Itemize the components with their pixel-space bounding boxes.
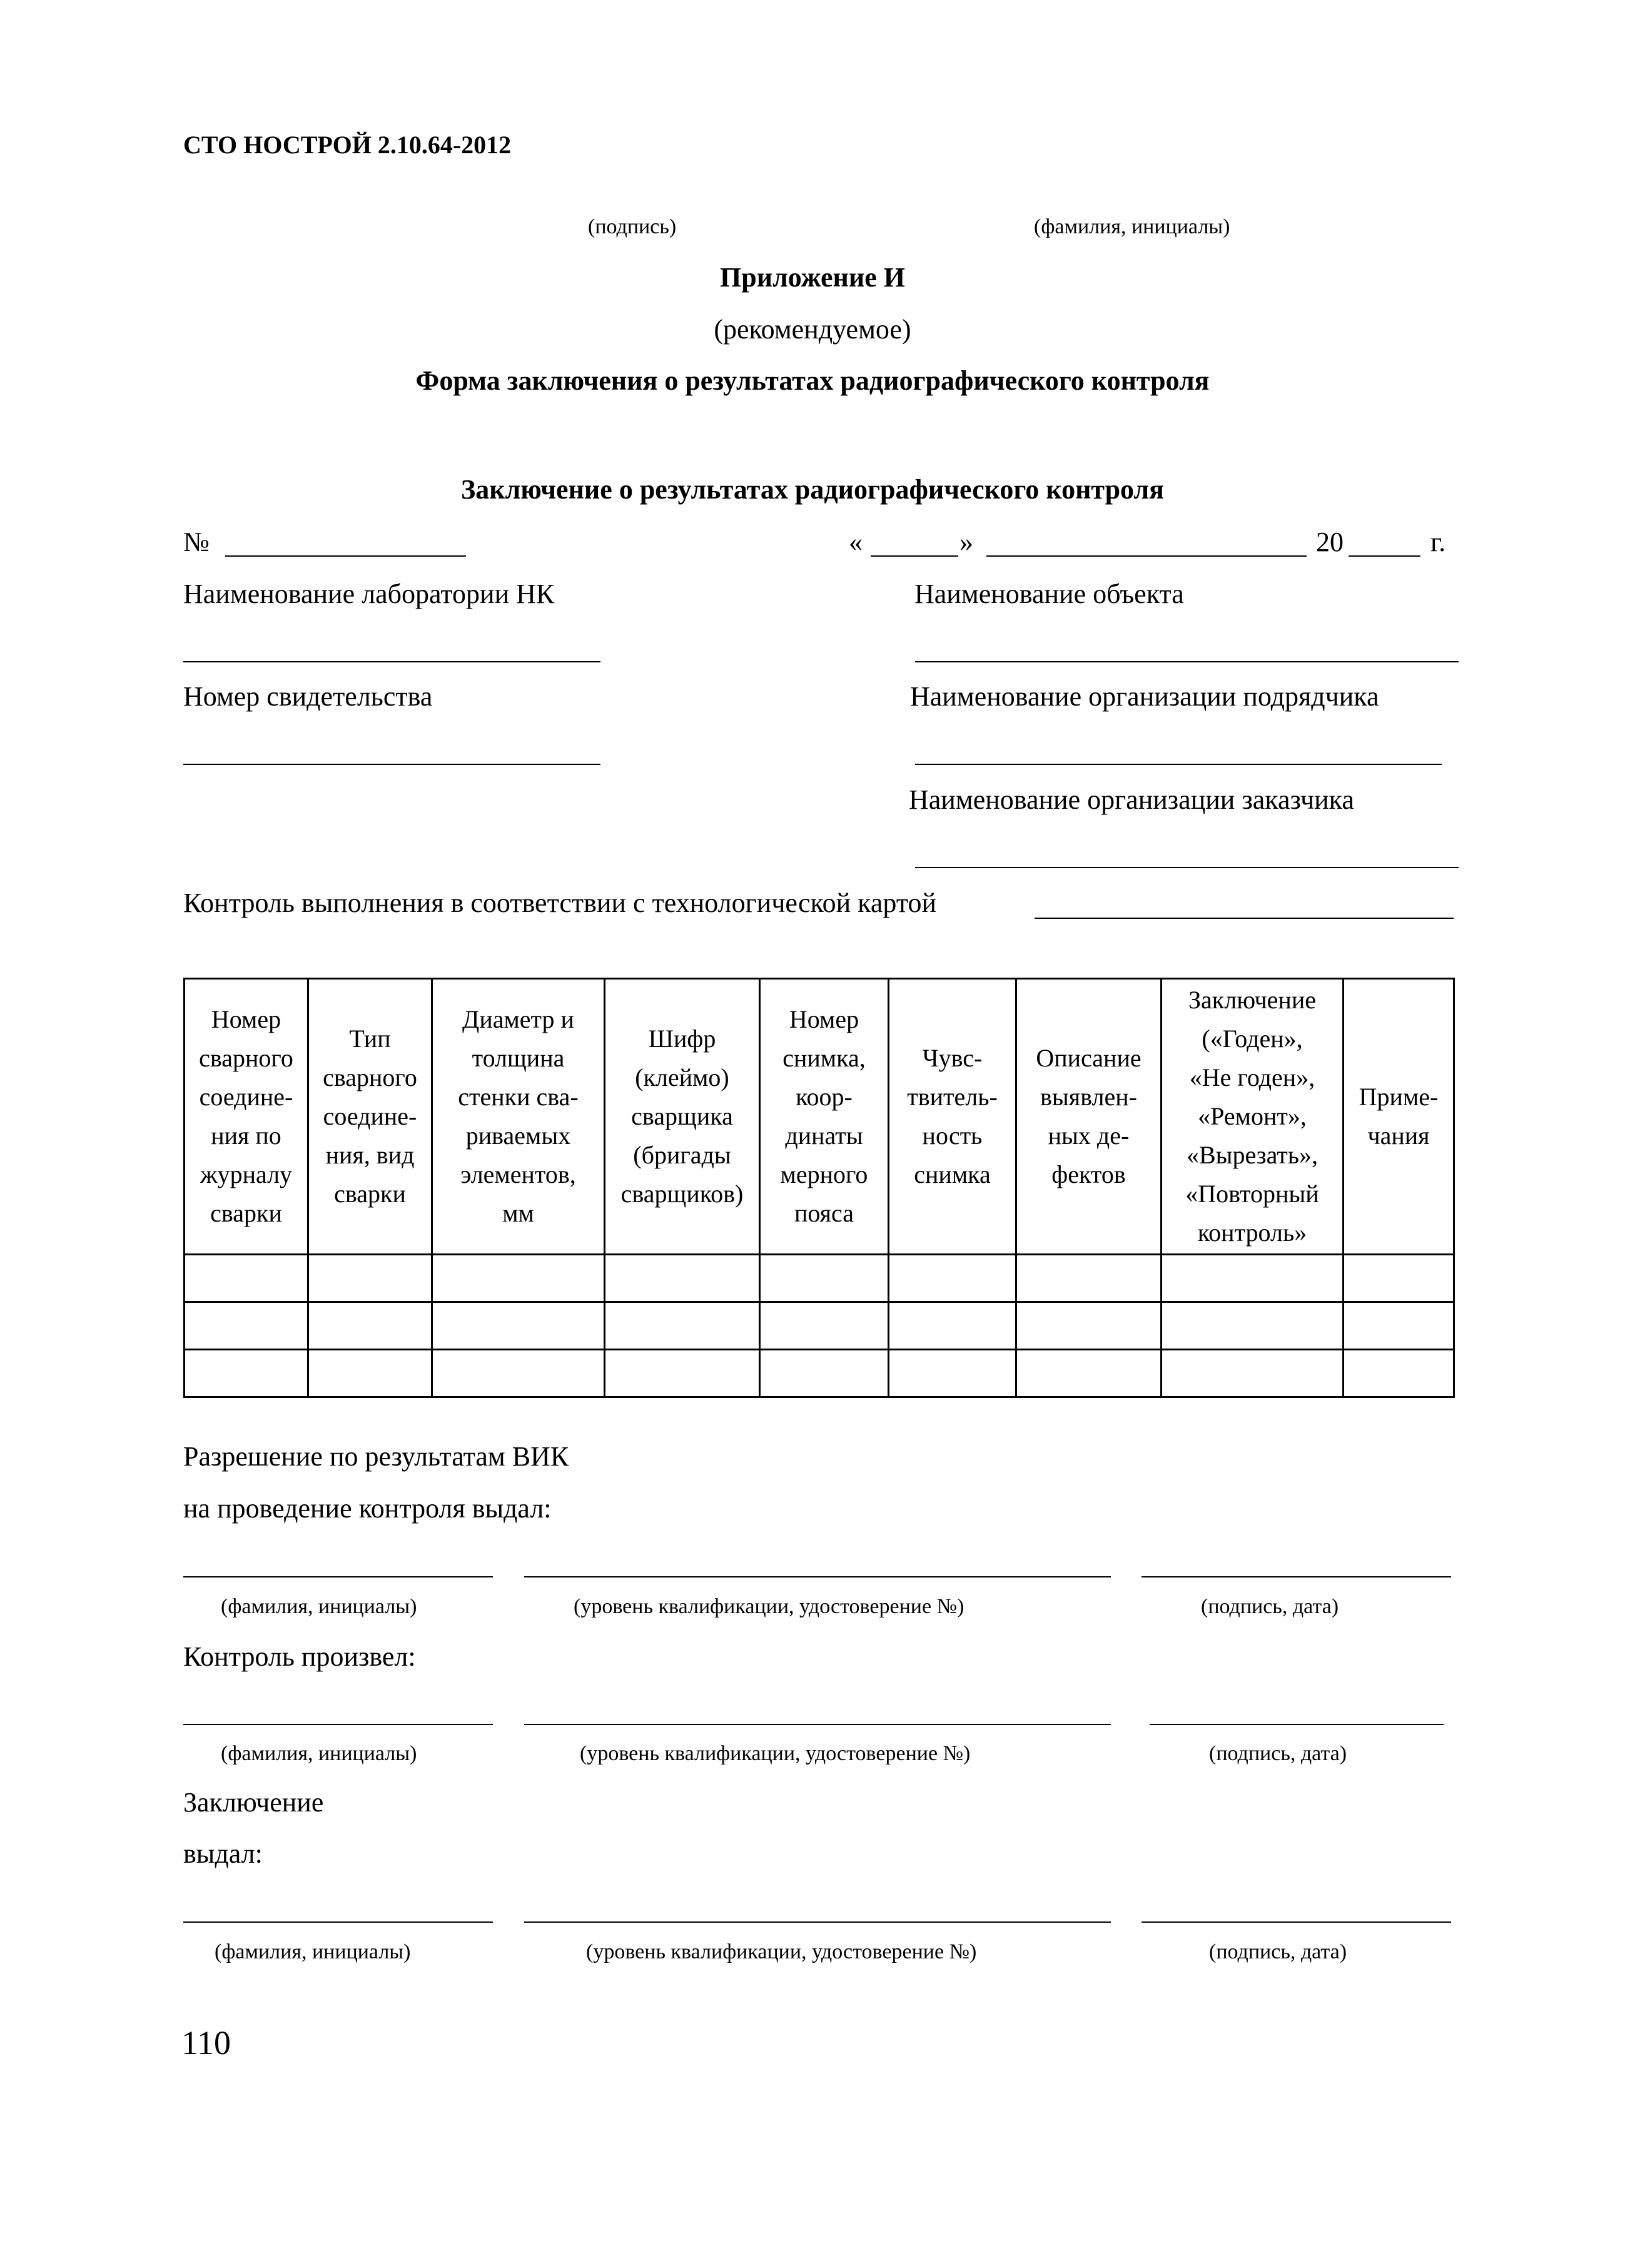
col-header-joint-number: Номер сварного соедине- ния по журналу сварки — [185, 979, 308, 1255]
date-close-quote: » — [959, 527, 973, 557]
control-name-field[interactable] — [183, 1724, 493, 1725]
permit-qualification-caption: (уровень квалификации, удостоверение №) — [574, 1595, 964, 1618]
table-row — [185, 1350, 1454, 1397]
conclusion-signature-caption: (подпись, дата) — [1209, 1940, 1347, 1963]
contractor-label: Наименование организации подрядчика — [910, 681, 1379, 712]
results-table — [183, 978, 1455, 1398]
customer-label: Наименование организации заказчика — [909, 784, 1354, 815]
table-cell[interactable] — [889, 1302, 1016, 1350]
col-header-defects: Описание выявлен- ных де- фектов — [1016, 979, 1162, 1255]
table-cell[interactable] — [605, 1302, 760, 1350]
table-cell[interactable] — [308, 1255, 432, 1302]
control-by-label: Контроль произвел: — [183, 1641, 416, 1672]
table-cell[interactable] — [432, 1255, 605, 1302]
table-row — [185, 1302, 1454, 1350]
col-header-sensitivity: Чувс- твитель- ность снимка — [889, 979, 1016, 1255]
date-year-prefix: 20 — [1316, 527, 1344, 557]
contractor-field[interactable] — [915, 764, 1442, 765]
date-year-field[interactable] — [1349, 555, 1420, 557]
table-cell[interactable] — [889, 1255, 1016, 1302]
document-code: СТО НОСТРОЙ 2.10.64-2012 — [183, 131, 512, 159]
date-year-suffix: г. — [1430, 527, 1446, 557]
permit-name-field[interactable] — [183, 1576, 493, 1577]
customer-field[interactable] — [915, 867, 1459, 868]
col-header-diameter: Диаметр и толщина стенки сва- риваемых элементов, мм — [432, 979, 605, 1255]
page-number: 110 — [181, 2024, 231, 2062]
table-cell[interactable] — [1344, 1255, 1454, 1302]
table-cell[interactable] — [432, 1302, 605, 1350]
control-signature-caption: (подпись, дата) — [1209, 1742, 1347, 1765]
object-name-field[interactable] — [915, 661, 1459, 662]
col-header-welder-code: Шифр (клеймо) сварщика (бригады сварщиков) — [605, 979, 760, 1255]
table-cell[interactable] — [1016, 1302, 1162, 1350]
lab-name-label: Наименование лаборатории НК — [183, 579, 555, 609]
lab-name-field[interactable] — [183, 661, 600, 662]
table-cell[interactable] — [760, 1302, 889, 1350]
permit-line-1: Разрешение по результатам ВИК — [183, 1441, 569, 1472]
appendix-subtitle: (рекомендуемое) — [714, 314, 911, 345]
name-caption: (фамилия, инициалы) — [1034, 215, 1230, 238]
permit-line-2: на проведение контроля выдал: — [183, 1493, 552, 1524]
table-cell[interactable] — [1344, 1302, 1454, 1350]
control-qualification-caption: (уровень квалификации, удостоверение №) — [580, 1742, 971, 1765]
certificate-label: Номер свидетельства — [183, 681, 433, 712]
table-row — [185, 1255, 1454, 1302]
table-cell[interactable] — [605, 1255, 760, 1302]
table-cell[interactable] — [1162, 1302, 1344, 1350]
object-name-label: Наименование объекта — [914, 579, 1184, 609]
table-cell[interactable] — [605, 1350, 760, 1397]
conclusion-line-1: Заключение — [183, 1787, 324, 1818]
date-month-field[interactable] — [986, 555, 1307, 557]
conclusion-signature-field[interactable] — [1142, 1921, 1451, 1923]
table-cell[interactable] — [760, 1255, 889, 1302]
table-cell[interactable] — [185, 1350, 308, 1397]
control-qualification-field[interactable] — [524, 1724, 1111, 1725]
table-cell[interactable] — [1016, 1255, 1162, 1302]
conclusion-line-2: выдал: — [183, 1838, 263, 1869]
table-cell[interactable] — [432, 1350, 605, 1397]
table-cell[interactable] — [185, 1255, 308, 1302]
table-header-row — [185, 979, 1454, 1255]
conclusion-qualification-caption: (уровень квалификации, удостоверение №) — [586, 1940, 977, 1963]
conclusion-name-caption: (фамилия, инициалы) — [215, 1940, 411, 1963]
number-label: № — [183, 527, 210, 557]
permit-name-caption: (фамилия, инициалы) — [221, 1595, 417, 1618]
certificate-field[interactable] — [183, 764, 600, 765]
col-header-image-number: Номер снимка, коор- динаты мерного пояса — [760, 979, 889, 1255]
control-name-caption: (фамилия, инициалы) — [221, 1742, 417, 1765]
control-signature-field[interactable] — [1150, 1724, 1444, 1725]
table-cell[interactable] — [760, 1350, 889, 1397]
permit-signature-field[interactable] — [1142, 1576, 1451, 1577]
col-header-notes: Приме- чания — [1344, 979, 1454, 1255]
conclusion-name-field[interactable] — [183, 1921, 493, 1923]
signature-caption: (подпись) — [588, 215, 677, 238]
permit-signature-caption: (подпись, дата) — [1201, 1595, 1339, 1618]
table-cell[interactable] — [1162, 1350, 1344, 1397]
table-cell[interactable] — [308, 1350, 432, 1397]
permit-qualification-field[interactable] — [524, 1576, 1111, 1577]
date-open-quote: « — [849, 527, 863, 557]
table-cell[interactable] — [308, 1302, 432, 1350]
tech-card-field[interactable] — [1035, 918, 1454, 919]
control-label: Контроль выполнения в соответствии с технологической картой — [183, 888, 937, 918]
conclusion-qualification-field[interactable] — [524, 1921, 1111, 1923]
form-title: Заключение о результатах радиографического контроля — [461, 474, 1164, 505]
appendix-form-title: Форма заключения о результатах радиографического контроля — [415, 365, 1210, 396]
table-cell[interactable] — [1344, 1350, 1454, 1397]
appendix-title: Приложение И — [720, 262, 905, 293]
date-day-field[interactable] — [871, 555, 958, 557]
table-cell[interactable] — [185, 1302, 308, 1350]
table-cell[interactable] — [1162, 1255, 1344, 1302]
table-cell[interactable] — [889, 1350, 1016, 1397]
col-header-conclusion: Заключение («Годен», «Не годен», «Ремонт», «Вырезать», «Повторный контроль» — [1162, 979, 1344, 1255]
table-cell[interactable] — [1016, 1350, 1162, 1397]
col-header-joint-type: Тип сварного соедине- ния, вид сварки — [308, 979, 432, 1255]
number-field[interactable] — [225, 555, 466, 557]
